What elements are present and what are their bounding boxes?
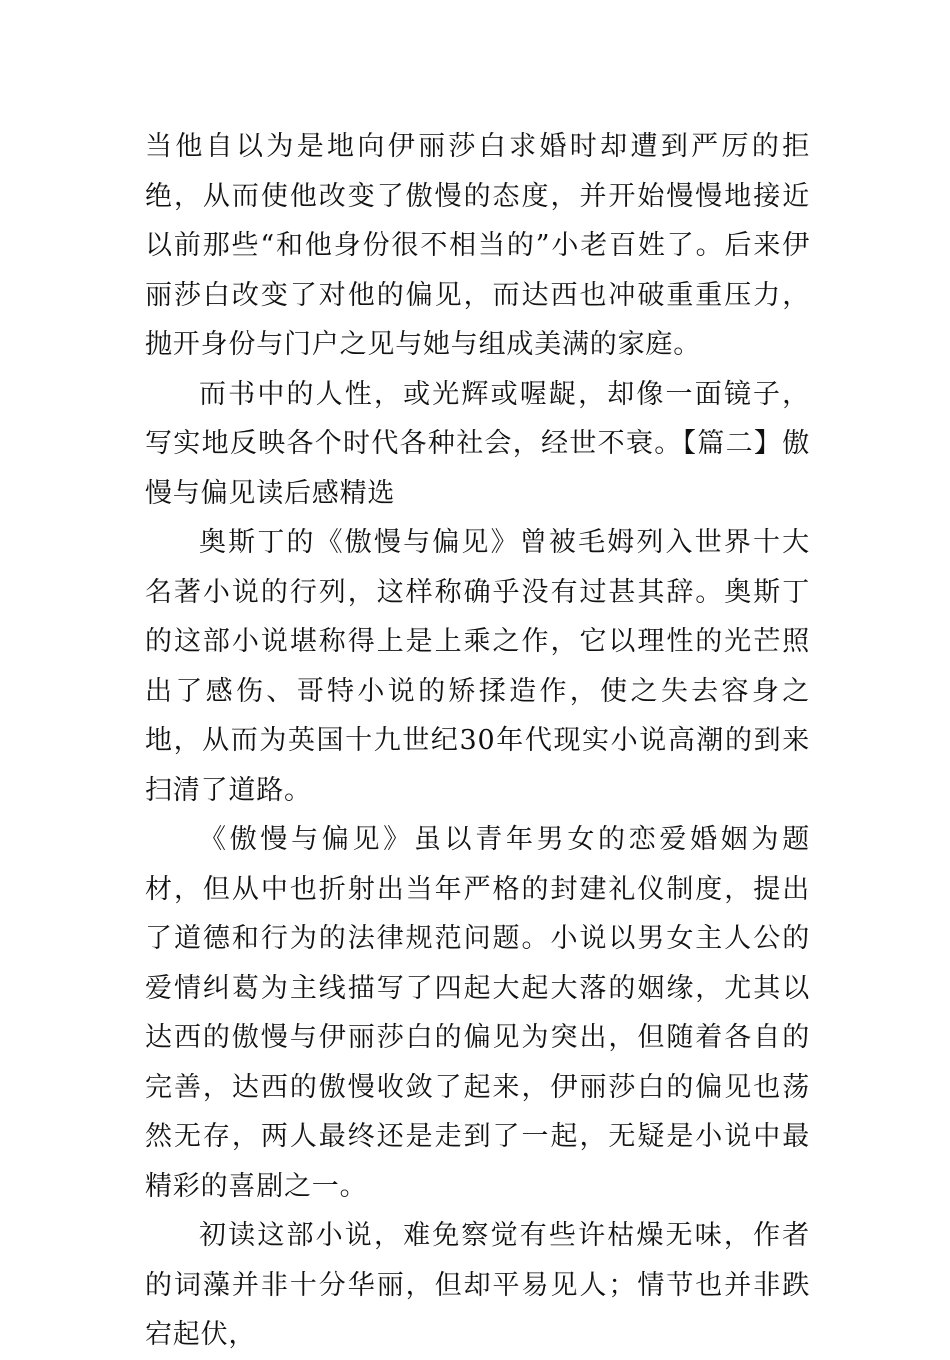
document-page <box>145 122 810 1360</box>
paragraph-5: 初读这部小说，难免察觉有些许枯燥无味，作者的词藻并非十分华丽，但却平易见人；情节也并非跌宕起伏， <box>145 1220 810 1350</box>
paragraph-4: 《傲慢与偏见》虽以青年男女的恋爱婚姻为题材，但从中也折射出当年严格的封建礼仪制度，提出了道德和行为的法律规范问题。小说以男女主人公的爱情纠葛为主线描写了四起大起大落的姻缘，尤其以达西的傲慢与伊丽莎白的偏见为突出，但随着各自的完善，达西的傲慢收敛了起来，伊丽莎白的偏见也荡然无存，两人最终还是走到了一起，无疑是小说中最精彩的喜剧之一。 <box>145 824 810 1202</box>
paragraph-3: 奥斯丁的《傲慢与偏见》曾被毛姆列入世界十大名著小说的行列，这样称确乎没有过甚其辞。奥斯丁的这部小说堪称得上是上乘之作，它以理性的光芒照出了感伤、哥特小说的矫揉造作，使之失去容身之地，从而为英国十九世纪30年代现实小说高潮的到来扫清了道路。 <box>145 527 810 806</box>
paragraph-1: 当他自以为是地向伊丽莎白求婚时却遭到严厉的拒绝，从而使他改变了傲慢的态度，并开始慢慢地接近以前那些“和他身份很不相当的”小老百姓了。后来伊丽莎白改变了对他的偏见，而达西也冲破重重压力，抛开身份与门户之见与她与组成美满的家庭。 <box>145 131 810 360</box>
paragraph-2: 而书中的人性，或光辉或喔龊，却像一面镜子，写实地反映各个时代各种社会，经世不衰。【篇二】傲慢与偏见读后感精选 <box>145 378 810 509</box>
